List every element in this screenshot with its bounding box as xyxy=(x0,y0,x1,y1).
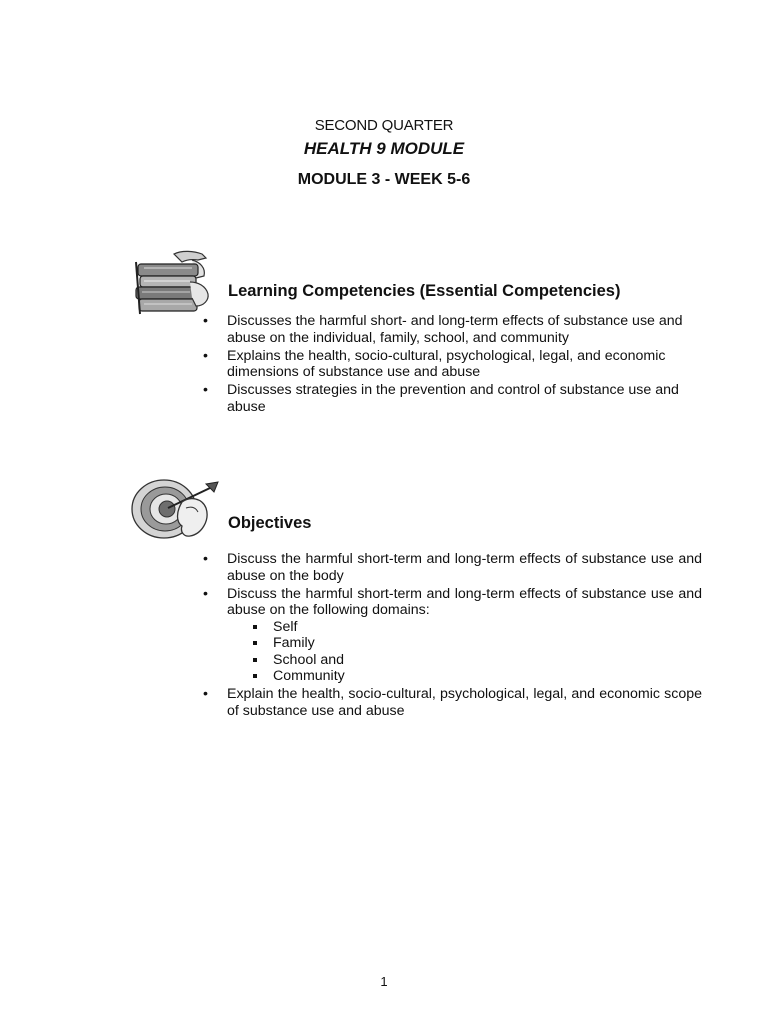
books-icon xyxy=(132,248,214,316)
quarter-heading: SECOND QUARTER xyxy=(314,117,454,134)
bullet-icon: • xyxy=(203,313,208,329)
domains-list xyxy=(227,619,702,685)
domain-item: Community xyxy=(227,668,702,685)
competency-text: Explains the health, socio-cultural, psychological, legal, and economic dimensions of substance use and abuse xyxy=(227,347,666,380)
objective-text: Discuss the harmful short-term and long-term effects of substance use and abuse on the body xyxy=(227,551,702,584)
list-item xyxy=(200,382,702,415)
learning-competencies-title: Learning Competencies (Essential Competencies) xyxy=(228,282,621,300)
competency-text: Discusses the harmful short- and long-term effects of substance use and abuse on the individual, family, school, and community xyxy=(227,313,683,346)
domain-item: Self xyxy=(227,619,702,636)
list-item xyxy=(200,586,702,685)
bullet-icon: • xyxy=(203,551,208,567)
target-icon xyxy=(130,478,222,540)
list-item xyxy=(200,686,702,719)
list-item xyxy=(200,313,702,346)
objectives-title: Objectives xyxy=(228,514,312,532)
bullet-icon: • xyxy=(203,382,208,398)
module-week-heading: MODULE 3 - WEEK 5-6 xyxy=(297,171,471,188)
bullet-icon: • xyxy=(203,585,208,602)
module-title: HEALTH 9 MODULE xyxy=(303,139,465,158)
square-bullet-icon xyxy=(253,658,257,662)
page-number: 1 xyxy=(380,974,388,989)
competency-text: Discusses strategies in the prevention and control of substance use and abuse xyxy=(227,382,679,415)
objective-text: Discuss the harmful short-term and long-term effects of substance use and abuse on the following domains: xyxy=(227,585,702,618)
objectives-list xyxy=(200,551,702,721)
domain-item: Family xyxy=(227,635,702,652)
domain-item: School and xyxy=(227,652,702,669)
square-bullet-icon xyxy=(253,674,257,678)
objective-text: Explain the health, socio-cultural, psychological, legal, and economic scope of substance use and abuse xyxy=(227,686,702,719)
square-bullet-icon xyxy=(253,641,257,645)
square-bullet-icon xyxy=(253,625,257,629)
list-item xyxy=(200,348,702,381)
bullet-icon: • xyxy=(203,347,208,364)
learning-competencies-list xyxy=(200,313,702,417)
bullet-icon: • xyxy=(203,686,208,702)
list-item xyxy=(200,551,702,584)
